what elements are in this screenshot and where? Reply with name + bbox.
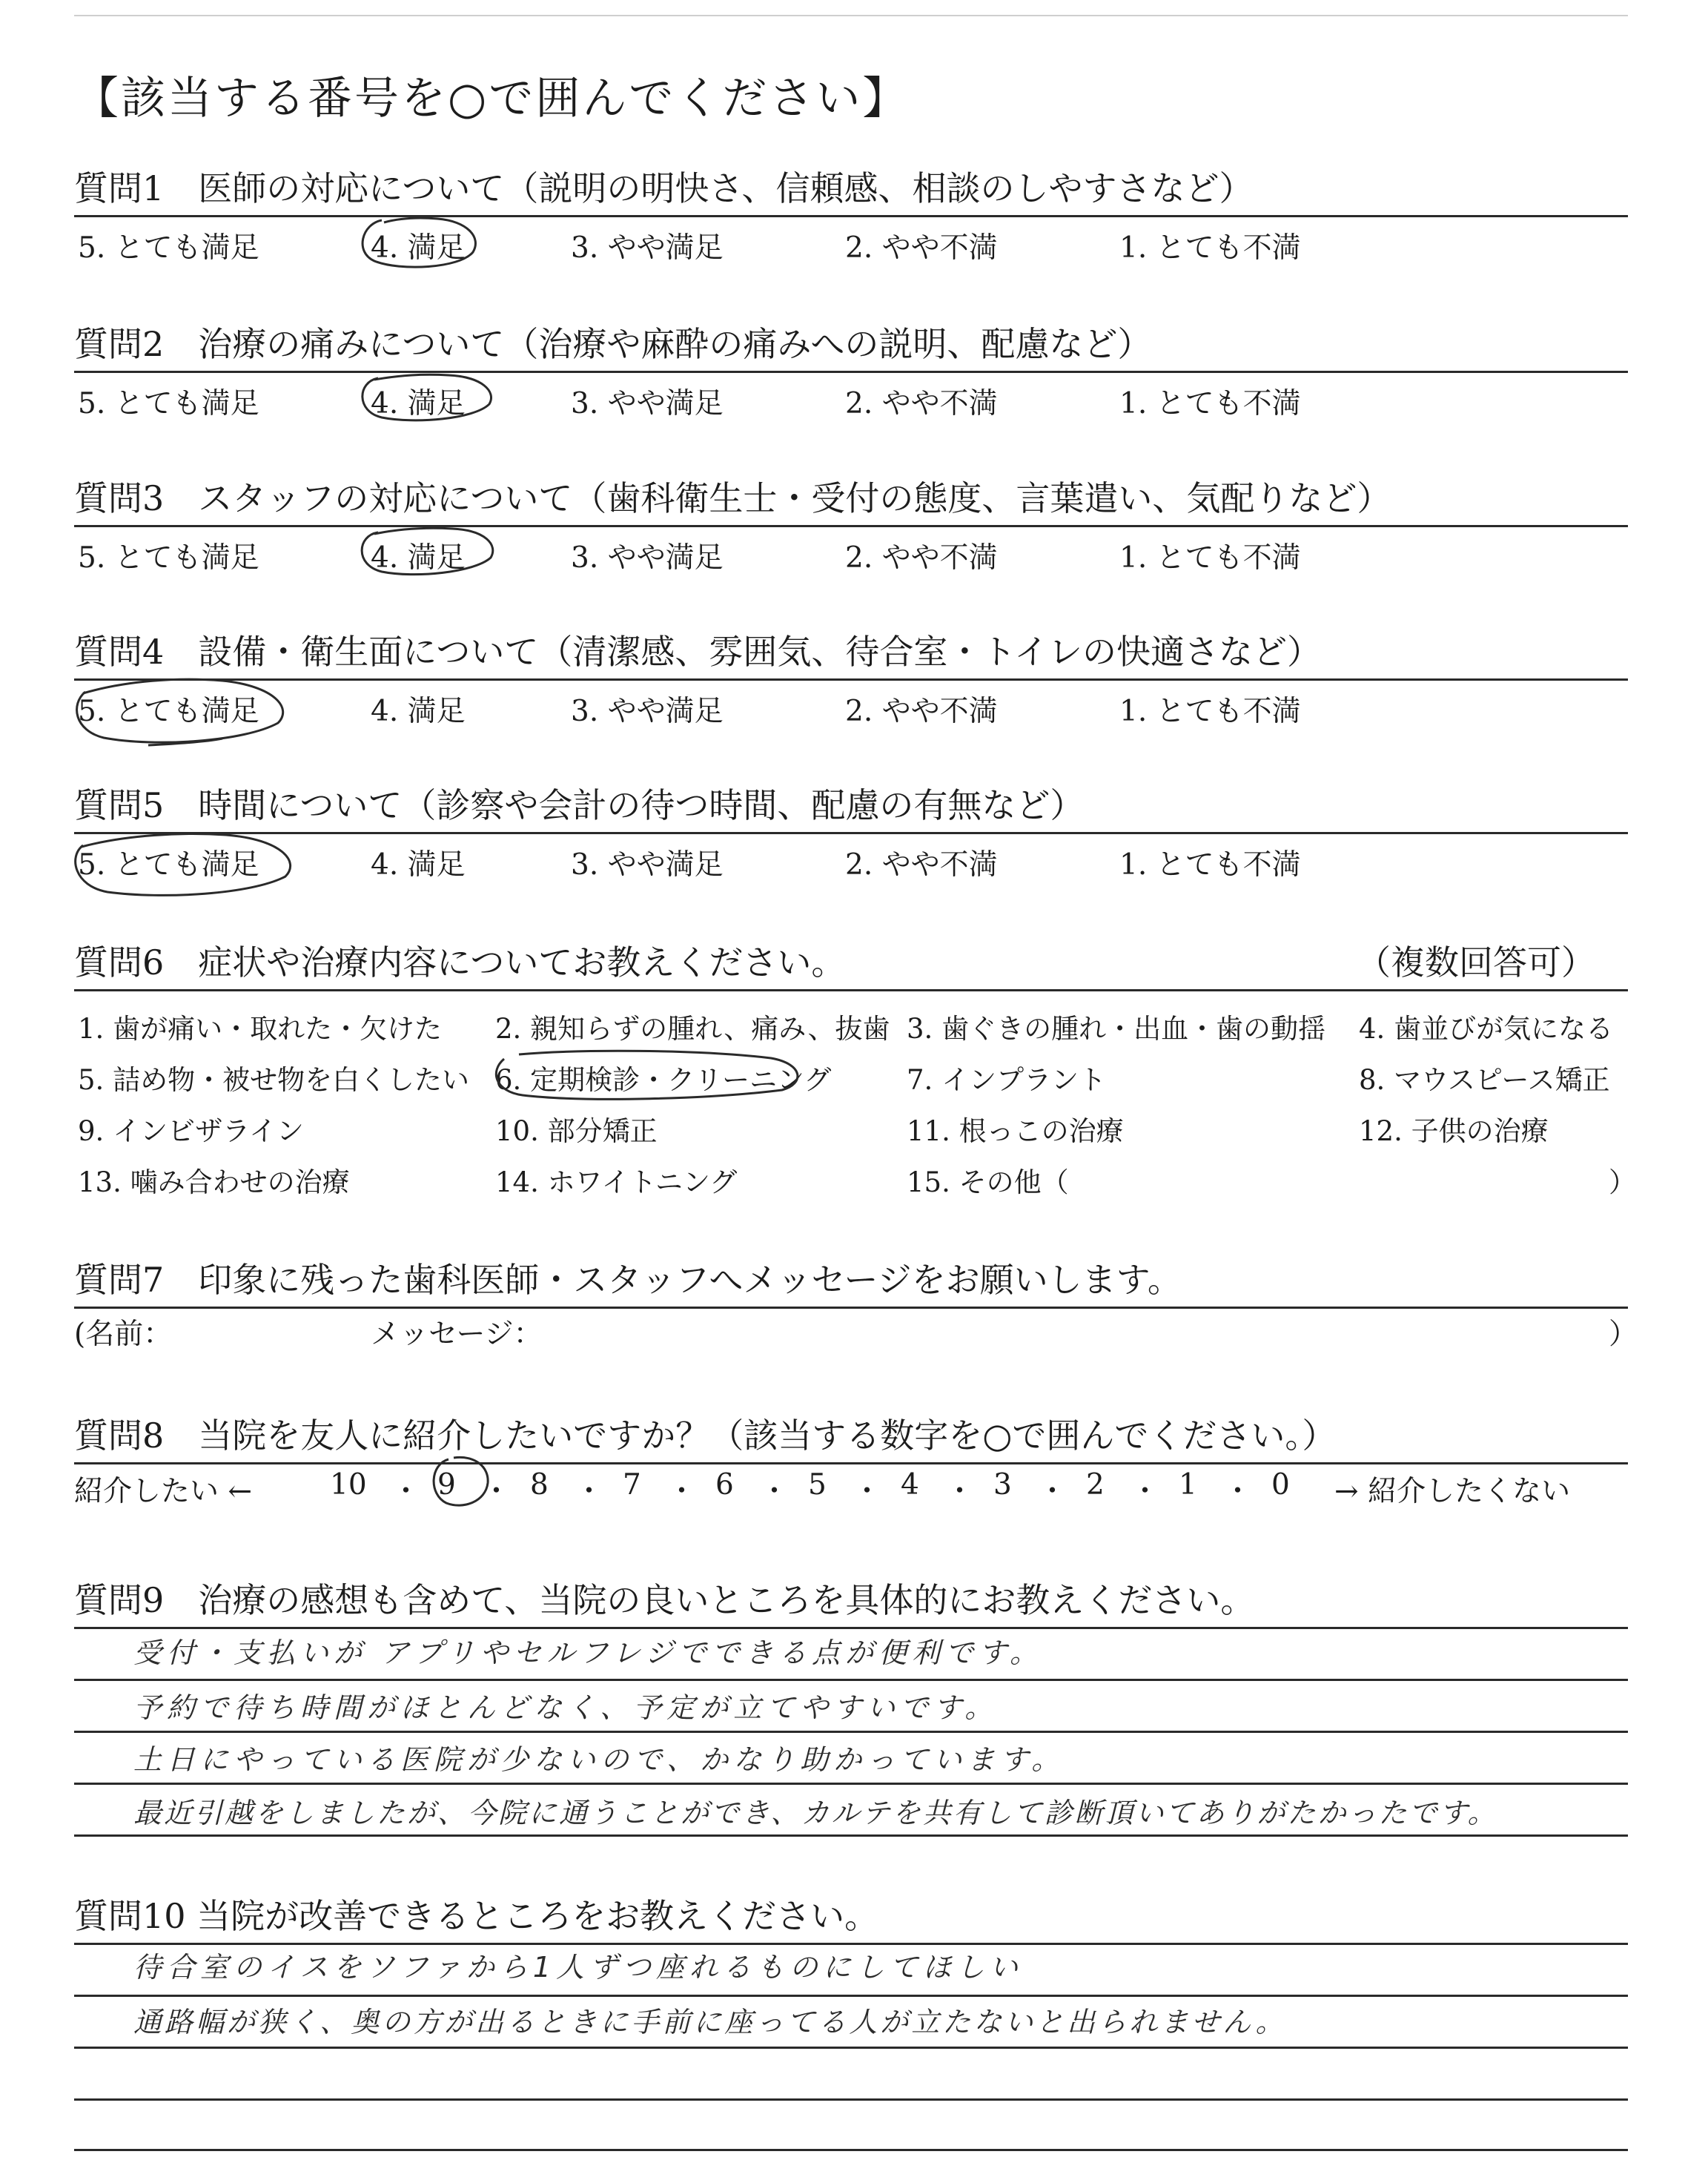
option-3[interactable]: 3. やや満足: [571, 848, 724, 882]
option-4[interactable]: 4. 満足: [371, 848, 466, 882]
option-1[interactable]: 1. とても不満: [1119, 387, 1301, 420]
divider: [74, 832, 1628, 834]
option-3[interactable]: 3. やや満足: [571, 387, 724, 420]
symptom-option-9[interactable]: 9. インビザライン: [78, 1115, 304, 1147]
option-4[interactable]: 4. 満足: [371, 541, 466, 575]
answer-line: [74, 1731, 1628, 1733]
answer-line: [74, 2098, 1628, 2101]
symptom-option-10[interactable]: 10. 部分矯正: [495, 1115, 658, 1147]
divider: [74, 678, 1628, 681]
option-1[interactable]: 1. とても不満: [1119, 541, 1301, 575]
option-5[interactable]: 5. とても満足: [78, 387, 259, 420]
symptom-option-5[interactable]: 5. 詰め物・被せ物を白くしたい: [78, 1064, 470, 1096]
score-separator: ・: [1038, 1475, 1068, 1508]
symptom-option-14[interactable]: 14. ホワイトニング: [495, 1166, 738, 1198]
score-separator: ・: [482, 1475, 512, 1508]
score-separator: ・: [667, 1475, 697, 1508]
divider: [74, 1307, 1628, 1309]
score-6[interactable]: 6: [715, 1468, 734, 1502]
question-label: 質問7 印象に残った歯科医師・スタッフへメッセージをお願いします。: [74, 1260, 1182, 1300]
score-separator: ・: [945, 1475, 975, 1508]
score-0[interactable]: 0: [1271, 1468, 1290, 1502]
divider: [74, 371, 1628, 373]
question-label: 質問9 治療の感想も含めて、当院の良いところを具体的にお教えください。: [74, 1580, 1255, 1620]
answer-line: [74, 2047, 1628, 2049]
option-2[interactable]: 2. やや不満: [845, 848, 998, 882]
score-8[interactable]: 8: [530, 1468, 549, 1502]
question-label: 質問8 当院を友人に紹介したいですか？（該当する数字を○で囲んでください。）: [74, 1416, 1337, 1456]
symptom-option-15[interactable]: 15. その他（: [907, 1166, 1069, 1198]
score-10[interactable]: 10: [330, 1468, 367, 1502]
handwritten-answer-1: 受付・支払いが アプリやセルフレジでできる点が便利です。: [133, 1636, 1044, 1669]
question-label: 質問10 当院が改善できるところをお教えください。: [74, 1896, 879, 1936]
option-5[interactable]: 5. とても満足: [78, 231, 259, 265]
option-2[interactable]: 2. やや不満: [845, 695, 998, 728]
close-paren: ）: [1609, 1318, 1638, 1351]
score-separator: ・: [1131, 1475, 1160, 1508]
symptom-option-6[interactable]: 6. 定期検診・クリーニング: [495, 1064, 832, 1096]
multiple-answer-note: （複数回答可）: [1357, 942, 1595, 982]
score-separator: ・: [853, 1475, 882, 1508]
answer-line: [74, 2149, 1628, 2151]
score-3[interactable]: 3: [993, 1468, 1012, 1502]
page-title: 【該当する番号を○で囲んでください】: [74, 73, 910, 125]
recommend-left-label: 紹介したい ←: [74, 1475, 253, 1508]
score-separator: ・: [575, 1475, 604, 1508]
divider: [74, 525, 1628, 527]
symptom-option-7[interactable]: 7. インプラント: [907, 1064, 1107, 1096]
option-3[interactable]: 3. やや満足: [571, 695, 724, 728]
handwritten-answer-3: 土日にやっている医院が少ないので、かなり助かっています。: [133, 1743, 1065, 1776]
answer-line: [74, 1834, 1628, 1837]
name-field-label: (名前：: [74, 1318, 173, 1351]
option-5[interactable]: 5. とても満足: [78, 695, 259, 728]
option-2[interactable]: 2. やや不満: [845, 387, 998, 420]
option-2[interactable]: 2. やや不満: [845, 541, 998, 575]
q4-selection-tail: [148, 739, 222, 745]
score-1[interactable]: 1: [1179, 1468, 1197, 1502]
handwritten-answer-1: 待合室のイスをソファから1人ずつ座れるものにしてほしい: [133, 1951, 1024, 1984]
option-4[interactable]: 4. 満足: [371, 387, 466, 420]
handwritten-answer-4: 最近引越をしましたが、今院に通うことができ、カルテを共有して診断頂いてありがたかったです。: [133, 1797, 1498, 1829]
question-label: 質問1 医師の対応について（説明の明快さ、信頼感、相談のしやすさなど）: [74, 168, 1254, 208]
top-border: [74, 15, 1628, 16]
option-1[interactable]: 1. とても不満: [1119, 848, 1301, 882]
handwritten-answer-2: 予約で待ち時間がほとんどなく、予定が立てやすいです。: [133, 1691, 999, 1724]
score-separator: ・: [760, 1475, 790, 1508]
score-separator: ・: [1223, 1475, 1253, 1508]
option-5[interactable]: 5. とても満足: [78, 848, 259, 882]
symptom-option-8[interactable]: 8. マウスピース矯正: [1359, 1064, 1610, 1096]
option-3[interactable]: 3. やや満足: [571, 541, 724, 575]
option-1[interactable]: 1. とても不満: [1119, 695, 1301, 728]
handwritten-answer-2: 通路幅が狭く、奥の方が出るときに手前に座ってる人が立たないと出られません。: [133, 2006, 1287, 2038]
divider: [74, 989, 1628, 991]
symptom-option-13[interactable]: 13. 噛み合わせの治療: [78, 1166, 350, 1198]
score-7[interactable]: 7: [623, 1468, 641, 1502]
score-5[interactable]: 5: [808, 1468, 827, 1502]
option-5[interactable]: 5. とても満足: [78, 541, 259, 575]
symptom-option-4[interactable]: 4. 歯並びが気になる: [1359, 1013, 1614, 1045]
other-close-paren: ）: [1609, 1166, 1636, 1198]
symptom-option-1[interactable]: 1. 歯が痛い・取れた・欠けた: [78, 1013, 443, 1045]
symptom-option-3[interactable]: 3. 歯ぐきの腫れ・出血・歯の動揺: [907, 1013, 1326, 1045]
answer-line: [74, 1679, 1628, 1681]
symptom-option-12[interactable]: 12. 子供の治療: [1359, 1115, 1549, 1147]
score-2[interactable]: 2: [1086, 1468, 1105, 1502]
divider: [74, 1462, 1628, 1464]
symptom-option-11[interactable]: 11. 根っこの治療: [907, 1115, 1124, 1147]
question-label: 質問3 スタッフの対応について（歯科衛生士・受付の態度、言葉遣い、気配りなど）: [74, 478, 1391, 518]
score-4[interactable]: 4: [901, 1468, 919, 1502]
question-label: 質問2 治療の痛みについて（治療や麻酔の痛みへの説明、配慮など）: [74, 324, 1152, 364]
score-separator: ・: [391, 1475, 421, 1508]
message-field-label: メッセージ：: [371, 1318, 543, 1351]
option-1[interactable]: 1. とても不満: [1119, 231, 1301, 265]
score-9[interactable]: 9: [437, 1468, 456, 1502]
recommend-right-label: → 紹介したくない: [1334, 1475, 1571, 1508]
question-label: 質問4 設備・衛生面について（清潔感、雰囲気、待合室・トイレの快適さなど）: [74, 632, 1322, 672]
answer-line: [74, 1995, 1628, 1997]
question-label: 質問5 時間について（診察や会計の待つ時間、配慮の有無など）: [74, 785, 1085, 825]
question-label: 質問6 症状や治療内容についてお教えください。: [74, 942, 846, 982]
option-2[interactable]: 2. やや不満: [845, 231, 998, 265]
option-4[interactable]: 4. 満足: [371, 695, 466, 728]
option-3[interactable]: 3. やや満足: [571, 231, 724, 265]
divider: [74, 215, 1628, 217]
answer-line: [74, 1783, 1628, 1785]
option-4[interactable]: 4. 満足: [371, 231, 466, 265]
answer-line: [74, 1627, 1628, 1629]
symptom-option-2[interactable]: 2. 親知らずの腫れ、痛み、抜歯: [495, 1013, 890, 1045]
